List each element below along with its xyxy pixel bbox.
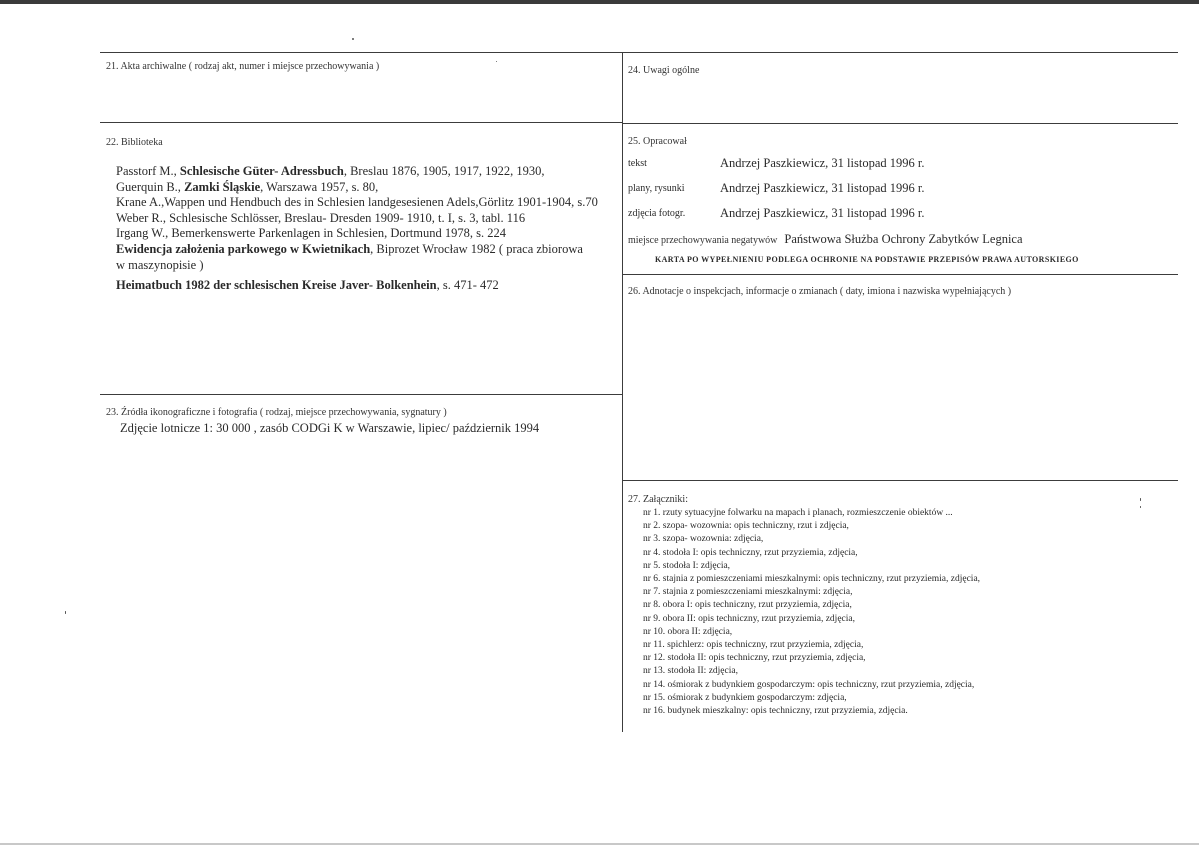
scan-speck [1140, 498, 1141, 501]
copyright-note: KARTA PO WYPEŁNIENIU PODLEGA OCHRONIE NA PODSTAWIE PRZEPISÓW PRAWA AUTORSKIEGO [655, 255, 1079, 264]
author-row-text: tekst Andrzej Paszkiewicz, 31 listopad 1996 r. [628, 156, 925, 170]
section-27-label: 27. Załączniki: [628, 494, 688, 505]
scan-speck [65, 611, 66, 614]
attachment-item: nr 16. budynek mieszkalny: opis techniczny, rzut przyziemia, zdjęcia. [643, 706, 908, 717]
attachment-item: nr 6. stajnia z pomieszczeniami mieszkalnymi: opis techniczny, rzut przyziemia, zdjęcia, [643, 574, 981, 585]
attachment-item: nr 15. ośmiorak z budynkiem gospodarczym: zdjęcia, [643, 692, 847, 703]
attachment-item: nr 1. rzuty sytuacyjne folwarku na mapach i planach, rozmieszczenie obiektów ... [643, 508, 953, 518]
scan-top-edge [0, 0, 1199, 4]
section-23-label: 23. Źródła ikonograficzne i fotografia ( rodzaj, miejsce przechowywania, sygnatury ) [106, 407, 447, 418]
attachment-item: nr 7. stajnia z pomieszczeniami mieszkalnymi: zdjęcia, [643, 587, 853, 598]
bibliography-entry: w maszynopisie ) [116, 257, 204, 272]
attachment-item: nr 2. szopa- wozownia: opis techniczny, rzut i zdjęcia, [643, 521, 849, 532]
center-divider [622, 52, 623, 732]
attachments-list [643, 507, 980, 718]
scan-speck [496, 61, 497, 62]
attachment-item: nr 5. stodoła I: zdjęcia, [643, 560, 731, 571]
attachment-item: nr 11. spichlerz: opis techniczny, rzut przyziemia, zdjęcia, [643, 640, 864, 651]
section-22-label: 22. Biblioteka [106, 137, 163, 148]
section-25-label: 25. Opracował [628, 136, 687, 147]
section-26-label: 26. Adnotacje o inspekcjach, informacje o zmianach ( daty, imiona i nazwiska wypełniających ) [628, 286, 1012, 297]
bibliography-list [116, 164, 598, 294]
divider-right-25-26 [623, 274, 1178, 275]
section-24-label: 24. Uwagi ogólne [628, 65, 700, 76]
form-top-line [100, 52, 1178, 53]
bibliography-entry: Krane A.,Wappen und Hendbuch des in Schlesien landgesesienen Adels,Görlitz 1901-1904, s.70 [116, 195, 598, 210]
bibliography-entry: Guerquin B., Zamki Śląskie, Warszawa 1957, s. 80, [116, 179, 379, 194]
divider-left-21-22 [100, 122, 623, 123]
author-row-photos: zdjęcia fotogr. Andrzej Paszkiewicz, 31 listopad 1996 r. [628, 206, 925, 220]
attachment-item: nr 9. obora II: opis techniczny, rzut przyziemia, zdjęcia, [643, 613, 855, 624]
bibliography-entry: Irgang W., Bemerkenswerte Parkenlagen in Schlesien, Dortmund 1978, s. 224 [116, 226, 506, 241]
attachment-item: nr 4. stodoła I: opis techniczny, rzut przyziemia, zdjęcia, [643, 547, 858, 558]
attachment-item: nr 3. szopa- wozownia: zdjęcia, [643, 534, 764, 545]
divider-right-24-25 [623, 123, 1178, 124]
section-21-label: 21. Akta archiwalne ( rodzaj akt, numer i miejsce przechowywania ) [106, 61, 380, 72]
section-23-text: Zdjęcie lotnicze 1: 30 000 , zasób CODGi K w Warszawie, lipiec/ październik 1994 [120, 421, 540, 435]
bibliography-entry: Weber R., Schlesische Schlösser, Breslau- Dresden 1909- 1910, t. I, s. 3, tabl. 116 [116, 210, 526, 225]
bibliography-entry: Heimatbuch 1982 der schlesischen Kreise Javer- Bolkenhein, s. 471- 472 [116, 278, 499, 293]
attachment-item: nr 14. ośmiorak z budynkiem gospodarczym: opis techniczny, rzut przyziemia, zdjęcia, [643, 679, 975, 690]
attachment-item: nr 12. stodoła II: opis techniczny, rzut przyziemia, zdjęcia, [643, 653, 866, 664]
attachment-item: nr 13. stodoła II: zdjęcia, [643, 666, 738, 677]
bibliography-entry: Passtorf M., Schlesische Güter- Adressbuch, Breslau 1876, 1905, 1917, 1922, 1930, [116, 164, 545, 178]
attachment-item: nr 8. obora I: opis techniczny, rzut przyziemia, zdjęcia, [643, 600, 852, 611]
divider-left-22-23 [100, 394, 623, 395]
attachment-item: nr 10. obora II: zdjęcia, [643, 626, 733, 637]
scan-speck [352, 38, 354, 40]
bibliography-entry: Ewidencja założenia parkowego w Kwietnikach, Biprozet Wrocław 1982 ( praca zbiorowa [116, 241, 583, 256]
negatives-storage: miejsce przechowywania negatywów Państwowa Służba Ochrony Zabytków Legnica [628, 232, 1023, 246]
author-row-plans: plany, rysunki Andrzej Paszkiewicz, 31 listopad 1996 r. [628, 181, 925, 195]
scan-speck [1140, 506, 1141, 508]
divider-right-26-27 [623, 480, 1178, 481]
